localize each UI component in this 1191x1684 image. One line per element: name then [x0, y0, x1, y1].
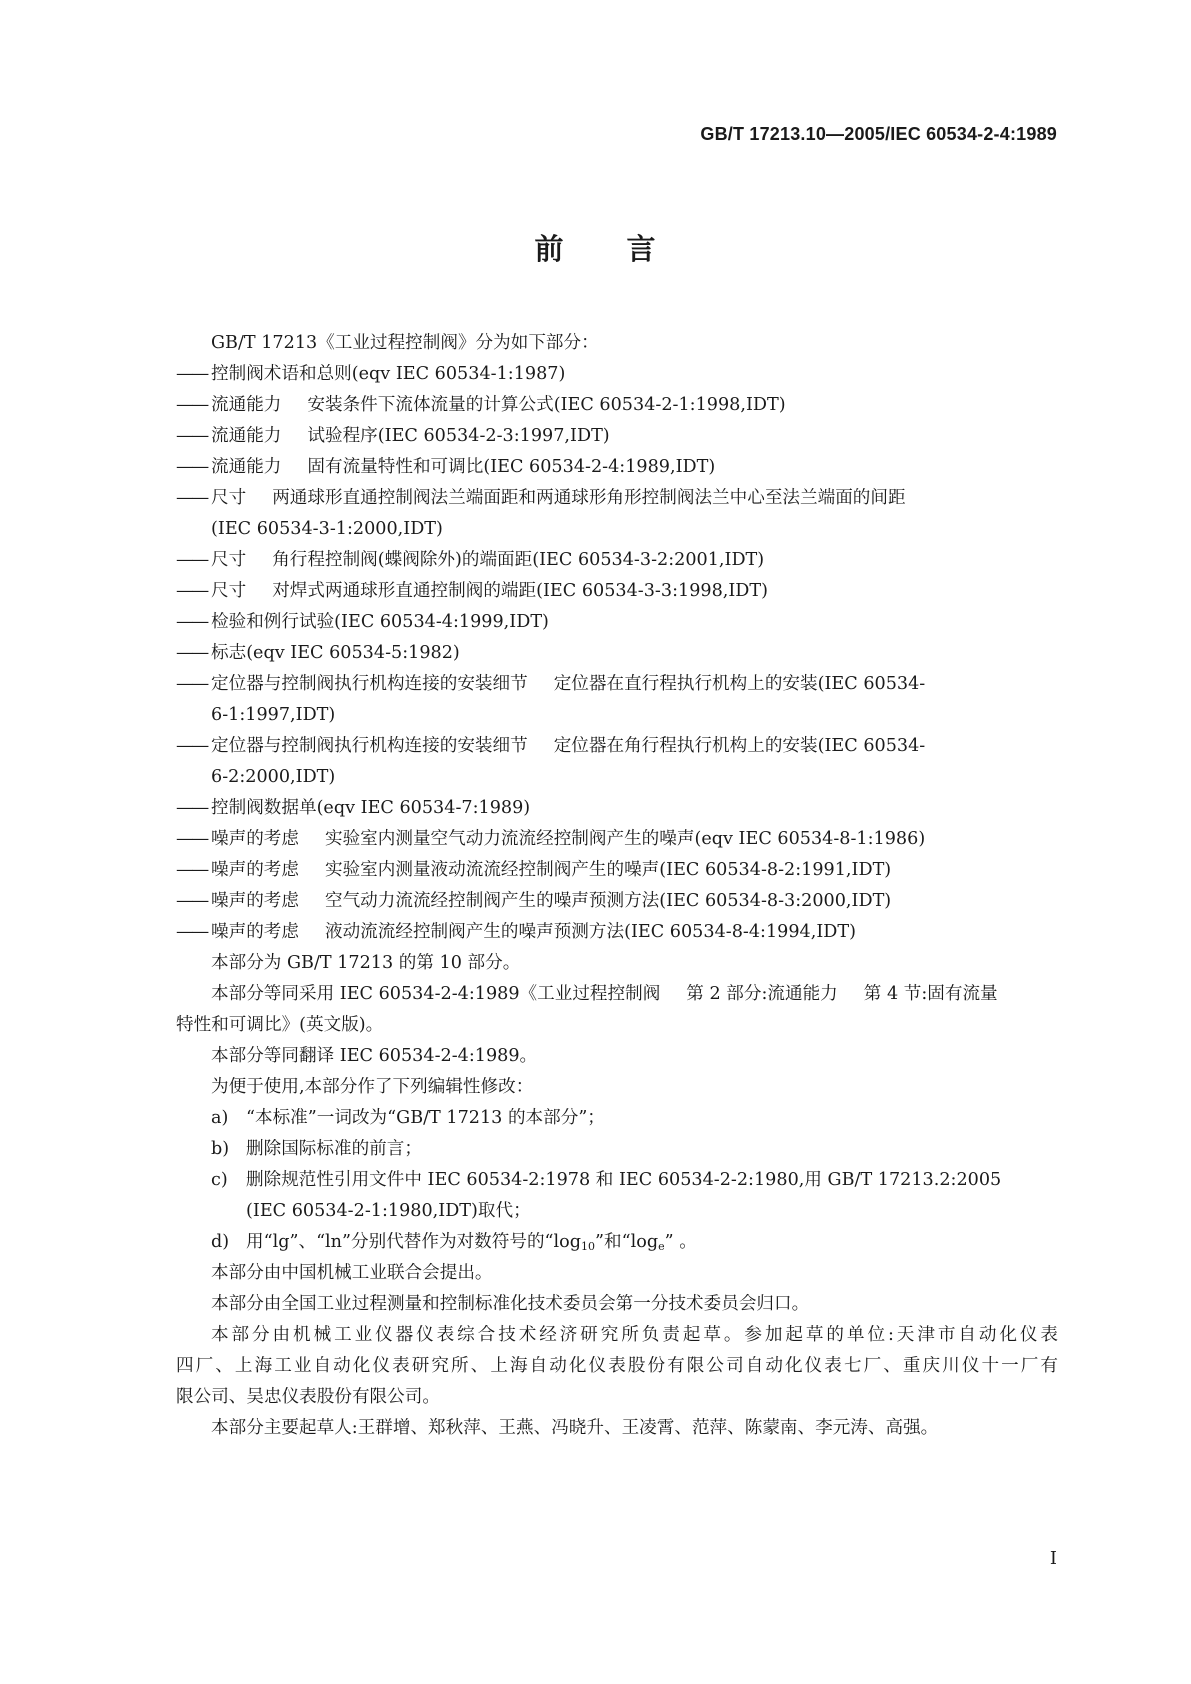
- part-item: —— 尺寸 角行程控制阀(蝶阀除外)的端面距(IEC 60534-3-2:2001,IDT): [176, 550, 765, 570]
- part-item: —— 控制阀术语和总则(eqv IEC 60534-1:1987): [176, 364, 566, 384]
- title-char-2: 言: [626, 232, 657, 266]
- page-number: I: [1049, 1548, 1057, 1569]
- part-item: —— 噪声的考虑 液动流流经控制阀产生的噪声预测方法(IEC 60534-8-4:1994,IDT): [176, 922, 856, 942]
- title-char-1: 前: [534, 232, 565, 266]
- part-item: —— 流通能力 试验程序(IEC 60534-2-3:1997,IDT): [176, 426, 610, 446]
- paragraph-drafters: 本部分主要起草人:王群增、郑秋萍、王燕、冯晓升、王凌霄、范萍、陈蒙南、李元涛、高强。: [211, 1418, 939, 1438]
- paragraph-adoption-continued: 特性和可调比》(英文版)。: [176, 1015, 384, 1035]
- part-item-continued: 6-1:1997,IDT): [211, 705, 336, 725]
- paragraph-drafting-end: 限公司、吴忠仪表股份有限公司。: [176, 1387, 440, 1407]
- paragraph-proposed: 本部分由中国机械工业联合会提出。: [211, 1263, 493, 1283]
- preface-body: [176, 328, 1058, 1444]
- paragraph-drafting: 本部分由机械工业仪器仪表综合技术经济研究所负责起草。参加起草的单位:天津市自动化仪表: [211, 1325, 1058, 1345]
- part-item: —— 流通能力 固有流量特性和可调比(IEC 60534-2-4:1989,IDT): [176, 457, 716, 477]
- paragraph-centralized: 本部分由全国工业过程测量和控制标准化技术委员会第一分技术委员会归口。: [211, 1294, 810, 1314]
- edit-item-c: c) 删除规范性引用文件中 IEC 60534-2:1978 和 IEC 60534-2-2:1980,用 GB/T 17213.2:2005: [211, 1170, 1002, 1190]
- edit-item-a: a) “本标准”一词改为“GB/T 17213 的本部分”；: [211, 1108, 605, 1128]
- part-item: —— 流通能力 安装条件下流体流量的计算公式(IEC 60534-2-1:1998,IDT): [176, 395, 786, 415]
- edit-item-b: b) 删除国际标准的前言；: [211, 1139, 422, 1159]
- paragraph-drafting-continued: 四厂、上海工业自动化仪表研究所、上海自动化仪表股份有限公司自动化仪表七厂、重庆川仪十一厂有: [176, 1356, 1058, 1376]
- part-item: —— 定位器与控制阀执行机构连接的安装细节 定位器在直行程执行机构上的安装(IEC 60534-: [176, 674, 926, 694]
- part-item: —— 噪声的考虑 实验室内测量空气动力流流经控制阀产生的噪声(eqv IEC 60534-8-1:1986): [176, 829, 926, 849]
- edit-item-c-continued: (IEC 60534-2-1:1980,IDT)取代；: [246, 1201, 531, 1221]
- part-item: —— 定位器与控制阀执行机构连接的安装细节 定位器在角行程执行机构上的安装(IEC 60534-: [176, 736, 926, 756]
- standard-code-header: GB/T 17213.10—2005/IEC 60534-2-4:1989: [700, 124, 1057, 144]
- part-item-continued: (IEC 60534-3-1:2000,IDT): [211, 519, 443, 539]
- paragraph-edits-intro: 为便于使用,本部分作了下列编辑性修改：: [211, 1077, 534, 1097]
- part-item: —— 噪声的考虑 实验室内测量液动流流经控制阀产生的噪声(IEC 60534-8-2:1991,IDT): [176, 860, 892, 880]
- paragraph-translation: 本部分等同翻译 IEC 60534-2-4:1989。: [211, 1046, 538, 1066]
- part-item: —— 尺寸 对焊式两通球形直通控制阀的端距(IEC 60534-3-3:1998,IDT): [176, 581, 769, 601]
- page-title: [0, 227, 1191, 268]
- paragraph-part-number: 本部分为 GB/T 17213 的第 10 部分。: [211, 953, 521, 973]
- edit-item-d: d) 用“lg”、“ln”分别代替作为对数符号的“$\log_{10}$”和“$\log_e$” 。: [211, 1232, 697, 1253]
- part-item: —— 噪声的考虑 空气动力流流经控制阀产生的噪声预测方法(IEC 60534-8-3:2000,IDT): [176, 891, 892, 911]
- part-item: —— 尺寸 两通球形直通控制阀法兰端面距和两通球形角形控制阀法兰中心至法兰端面的间距: [176, 488, 906, 508]
- part-item: —— 标志(eqv IEC 60534-5:1982): [176, 643, 460, 663]
- part-item-continued: 6-2:2000,IDT): [211, 767, 336, 787]
- intro-line: GB/T 17213《工业过程控制阀》分为如下部分：: [211, 333, 599, 353]
- paragraph-adoption: 本部分等同采用 IEC 60534-2-4:1989《工业过程控制阀 第 2 部分:流通能力 第 4 节:固有流量: [211, 984, 998, 1004]
- part-item: —— 检验和例行试验(IEC 60534-4:1999,IDT): [176, 612, 549, 632]
- part-item: —— 控制阀数据单(eqv IEC 60534-7:1989): [176, 798, 531, 818]
